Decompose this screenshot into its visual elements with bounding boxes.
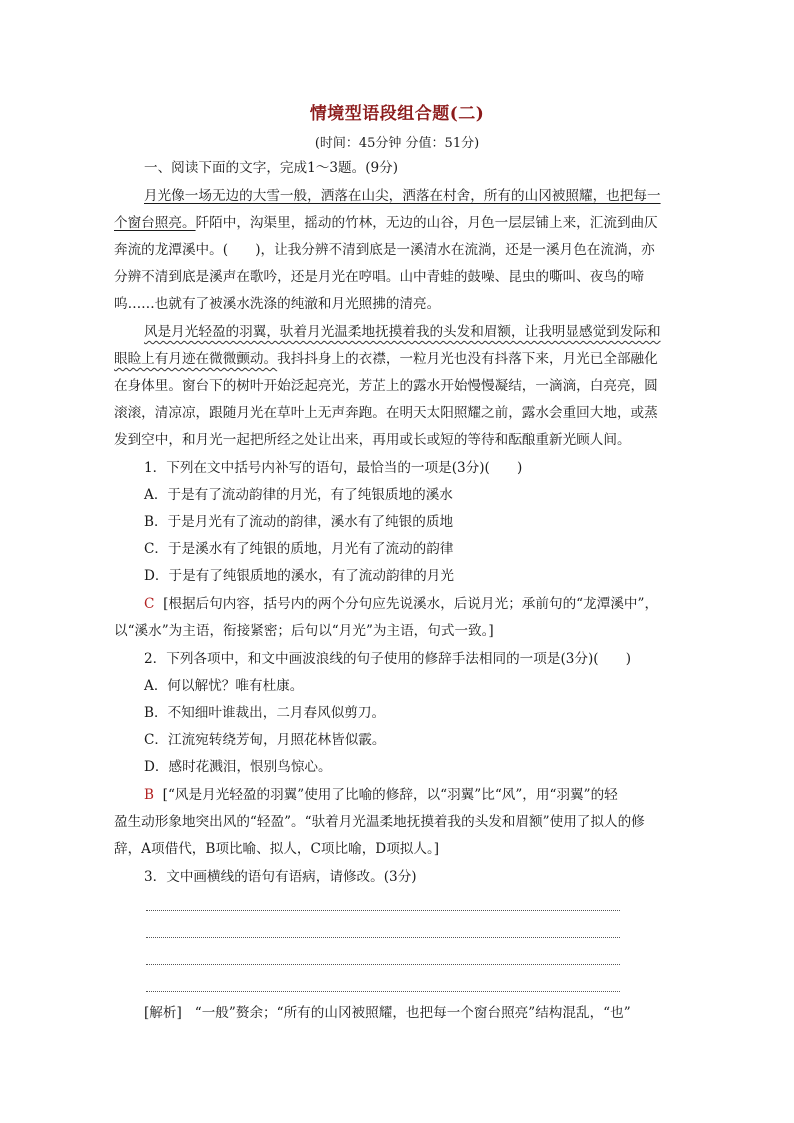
passage-line: 奔流的龙潭溪中。( )，让我分辨不清到底是一溪清水在流淌，还是一溪月色在流淌，亦 (114, 242, 655, 258)
passage-line: 发到空中，和月光一起把所经之处让出来，再用或长或短的等待和酝酿重新光顾人间。 (114, 432, 631, 448)
section-heading: 一、阅读下面的文字，完成1～3题。(9分) (144, 160, 399, 176)
page-title: 情境型语段组合题(二) (309, 104, 485, 124)
answer-letter: C (144, 596, 155, 612)
analysis: [解析] “一般”赘余；“所有的山冈被照耀，也把每一个窗台照亮”结构混乱，“也” (144, 1005, 631, 1021)
option-b: B．于是月光有了流动的韵律，溪水有了纯银的质地 (144, 514, 454, 530)
answer-explanation: 辞，A项借代，B项比喻、拟人，C项比喻，D项拟人。] (114, 841, 440, 857)
answer-blank-line (146, 964, 620, 965)
passage-line: 眼睑上有月迹在微微颤动。我抖抖身上的衣襟，一粒月光也没有抖落下来，月光已全部融化 (114, 351, 658, 367)
wavy-underlined-sentence: 眼睑上有月迹在微微颤动。 (114, 351, 278, 367)
passage-line: 在身体里。窗台下的树叶开始泛起亮光，芳芷上的露水开始慢慢凝结，一滴滴，白亮亮，圆 (114, 378, 658, 394)
option-d: D．感时花溅泪，恨别鸟惊心。 (144, 759, 332, 775)
answer-explanation: 以“溪水”为主语，衔接紧密；后句以“月光”为主语，句式一致。] (114, 623, 494, 639)
question-stem: 1．下列在文中括号内补写的语句，最恰当的一项是(3分)( ) (144, 460, 523, 476)
underlined-sentence: 个窗台照亮。 (114, 215, 196, 231)
underlined-sentence: 月光像一场无边的大雪一般，洒落在山尖，洒落在村舍，所有的山冈被照耀，也把每一 (144, 188, 661, 204)
analysis-label: [解析] (144, 1005, 182, 1021)
passage-line (144, 186, 684, 206)
answer-explanation: B [“风是月光轻盈的羽翼”使用了比喻的修辞，以“羽翼”比“风”，用“羽翼”的轻 (144, 787, 618, 803)
question-stem: 3．文中画横线的语句有语病，请修改。(3分) (144, 869, 417, 885)
option-a: A．于是有了流动韵律的月光，有了纯银质地的溪水 (144, 487, 453, 503)
option-b: B．不知细叶谁裁出，二月春风似剪刀。 (144, 705, 386, 721)
answer-blank-line (146, 937, 620, 938)
option-c: C．于是溪水有了纯银的质地，月光有了流动的韵律 (144, 541, 454, 557)
wavy-underlined-sentence: 风是月光轻盈的羽翼，驮着月光温柔地抚摸着我的头发和眉额，让我明显感觉到发际和 (144, 324, 661, 340)
passage-line (144, 322, 684, 342)
option-a: A．何以解忧？唯有杜康。 (144, 678, 304, 694)
option-c: C．江流宛转绕芳甸，月照花林皆似霰。 (144, 732, 386, 748)
option-d: D．于是有了纯银质地的溪水，有了流动韵律的月光 (144, 568, 454, 584)
page-subtitle: (时间：45分钟 分值：51分) (314, 136, 480, 151)
passage-line: 个窗台照亮。阡陌中，沟渠里，摇动的竹林，无边的山谷，月色一层层铺上来，汇流到曲仄 (114, 215, 658, 231)
passage-line: 滚滚，清凉凉，跟随月光在草叶上无声奔跑。在明天太阳照耀之前，露水会重回大地，或蒸 (114, 405, 658, 421)
question-stem: 2．下列各项中，和文中画波浪线的句子使用的修辞手法相同的一项是(3分)( ) (144, 651, 632, 667)
answer-explanation: 盈生动形象地突出风的“轻盈”。“驮着月光温柔地抚摸着我的头发和眉额”使用了拟人的修 (114, 814, 645, 830)
answer-blank-line (146, 991, 620, 992)
passage-line: 分辨不清到底是溪声在歌吟，还是月光在哼唱。山中青蛙的鼓噪、昆虫的嘶叫、夜鸟的啼 (114, 269, 645, 285)
answer-letter: B (144, 787, 154, 803)
answer-blank-line (146, 910, 620, 911)
passage-line: 呜……也就有了被溪水洗涤的纯澈和月光照拂的清亮。 (114, 296, 441, 312)
answer-explanation: C [根据后句内容，括号内的两个分句应先说溪水，后说月光；承前句的“龙潭溪中”， (144, 596, 659, 612)
